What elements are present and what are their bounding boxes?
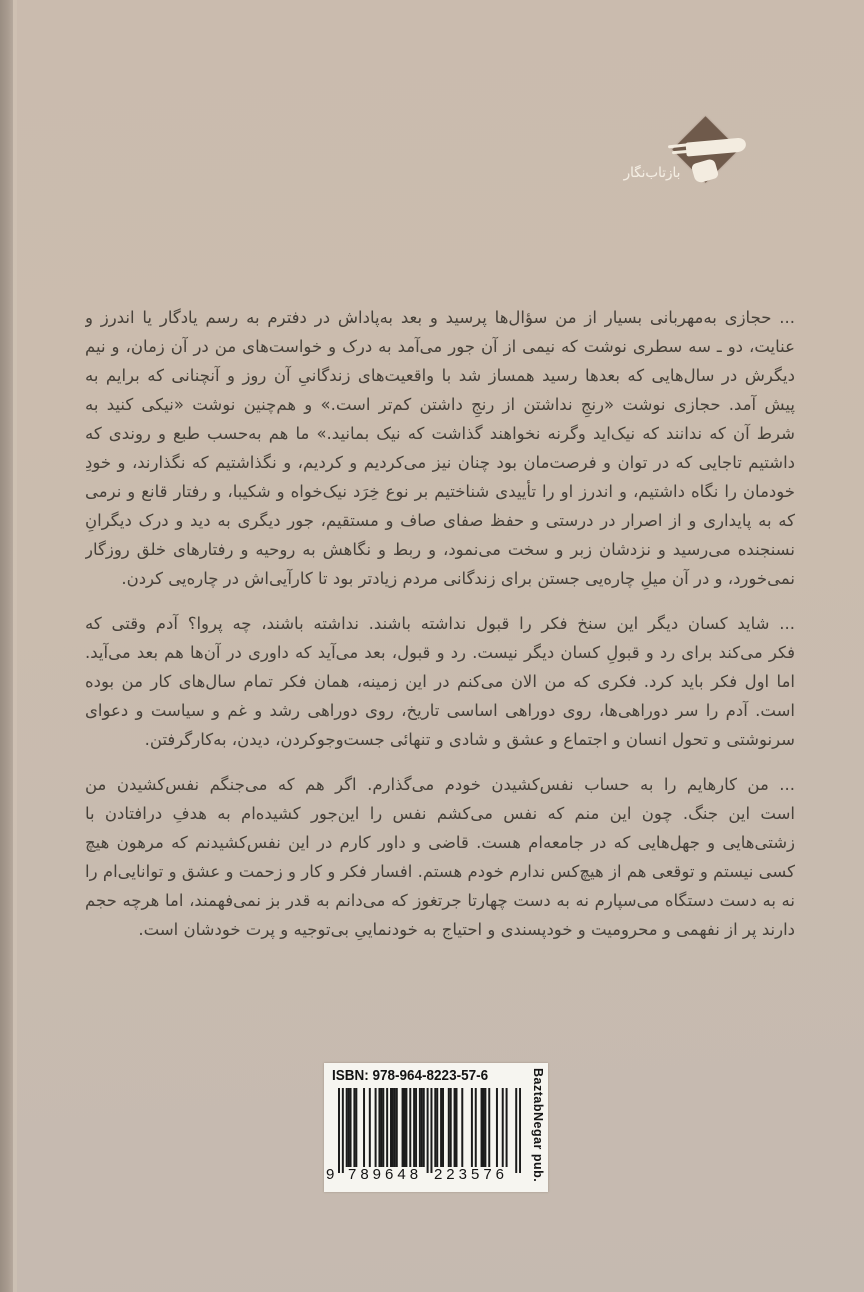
isbn-barcode-panel <box>324 1063 548 1192</box>
publisher-name-vertical: BaztabNegar pub. <box>531 1068 545 1183</box>
text-line: کسی نیستم و توقعی هم از هیچ‌کس ندارم خودم هستم. افسار فکر و کار و زحمت و عشق و توانایی‌ام را <box>85 862 795 881</box>
text-line: پیش آمد. حجازی نوشت «رنجِ نداشتن از رنجِ داشتن کم‌تر است.» و هم‌چنین نوشت «نیکی کنید به <box>85 395 795 414</box>
text-line: دیگرش در سال‌هایی که بعدها رسید همساز شد با واقعیت‌های زندگانیِ آن روز و آنچنانی که برایم به <box>85 366 795 385</box>
paragraph-3 <box>85 770 795 944</box>
text-line: فکر می‌کند برای رد و قبولِ کسان دیگر نیست. رد و قبول، بعد می‌آید که داوری در آن‌ها هم بعد می‌آید. <box>85 643 795 662</box>
text-line: ... من کارهایم را به حساب نفس‌کشیدن خودم می‌گذارم. اگر هم که می‌جنگم نفس‌کشیدن من <box>85 775 795 794</box>
back-cover-text <box>85 303 795 960</box>
text-line: که به پایداری و از اصرار در درستی و حفظ صفای صاف و مستقیم، جور دیگری به دید و درک دیگرانِ <box>85 511 795 530</box>
text-line: نسنجنده می‌رسید و نزدشان زبر و سخت می‌نمود، و ربط و نگاهش به روحیه و رفتارهای خلق روزگار <box>85 540 795 559</box>
barcode-digit-group-left: 789648 <box>348 1166 423 1183</box>
text-line: سرنوشتی و تحول انسان و اجتماع و عشق و شادی و تنهائی جست‌وجوکردن، دیدن، به‌کارگرفتن. <box>144 730 795 749</box>
text-line: نمی‌خورد، و در آن میلِ چاره‌یی جستن برای زندگانی مردم زیادتر بود تا کارآیی‌اش در چاره‌یی کردن. <box>121 569 795 588</box>
text-line: است این جنگ. چون این منم که نفس می‌کشم نفس را این‌جور کشیده‌ام به هدفِ درافتادن با <box>85 804 795 823</box>
book-spine-edge <box>0 0 13 1292</box>
publisher-logo <box>620 108 795 208</box>
barcode-digit-group-right: 223576 <box>433 1166 509 1183</box>
barcode-digit-first: 9 <box>326 1166 335 1183</box>
text-line: ... شاید کسان دیگر این سنخ فکر را قبول نداشته باشند. نداشته باشند، چه پروا؟ آدم وقتی که <box>85 614 795 633</box>
text-line: ... حجازی به‌مهربانی بسیار از من سؤال‌ها پرسید و بعد به‌پاداش در دفترم به رسم یادگار یا اندرز و <box>85 308 795 327</box>
paragraph-1 <box>85 303 795 593</box>
barcode-digits <box>324 1166 520 1188</box>
text-line: دارند پر از نفهمی و محرومیت و خودپسندی و احتیاج به خودنماییِ بی‌توجیه و پرت خودشان است. <box>138 920 795 939</box>
paragraph-2 <box>85 609 795 754</box>
ean13-barcode <box>338 1088 521 1173</box>
text-line: خودمان را نگاه داشتیم، و اندرز او را تأییدی شناختیم بر نوع خِرَد نیک‌خواه و شکیبا، و رفتار قانع و نرمی <box>85 482 795 501</box>
text-line: عنایت، دو ـ سه سطری نوشت که نیمی از آن جور می‌آمد به درک و خواست‌های من در آن زمان، و نیم <box>85 337 795 356</box>
text-line: داشتیم تاجایی که در توان و فرصت‌مان بود چنان نیز می‌کردیم و کردیم، و نگذاشتیم که نگذارند، و خودِ <box>85 453 795 472</box>
text-line: است. آدم را سر دوراهی‌ها، روی دوراهی اساسی تاریخ، روی دوراهی رشد و غم و سیاست و دعوای <box>85 701 795 720</box>
publisher-logo-name: بازتاب‌نگار <box>623 165 681 181</box>
text-line: شرط آن که ندانند که نیک‌اید وگرنه نخواهند گذاشت که نیک بمانید.» ما هم به‌حسب طبع و روندی که <box>85 424 795 443</box>
text-line: اما اول فکر باید کرد. فکری که من الان می‌کنم در این زمینه، همان فکر تمام سال‌های کار من بوده <box>85 672 795 691</box>
isbn-label: ISBN: 978-964-8223-57-6 <box>332 1067 489 1084</box>
text-line: زشتی‌هایی و جهل‌هایی که در جامعه‌ام هست. قاضی و داور کارم در این نفس‌کشیدنم که مرهون هیچ <box>85 833 795 852</box>
text-line: نه به دست دستگاه می‌سپارم نه به دست چهارتا جرتغوز که می‌دانم به قدر بز نمی‌فهمند، اما هرچه حجم <box>85 891 795 910</box>
